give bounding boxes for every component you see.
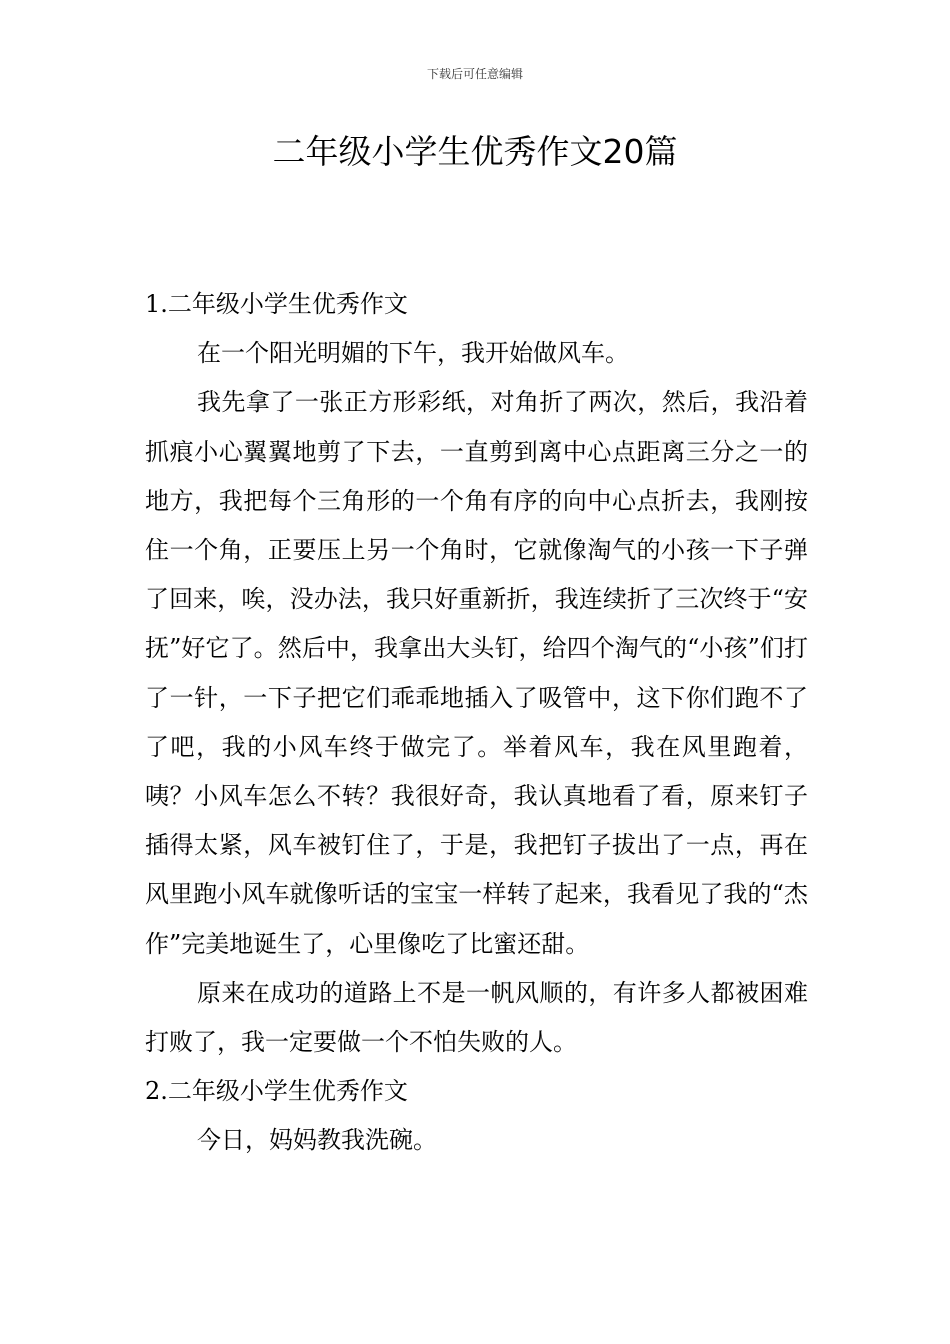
page-header-note: 下载后可任意编辑	[426, 67, 523, 81]
section-2-paragraph-1: 今日，妈妈教我洗碗。	[197, 1126, 437, 1155]
section-heading-1: 1.二年级小学生优秀作文	[145, 290, 408, 318]
section-1-paragraph-3: 原来在成功的道路上不是一帆风顺的，有许多人都被困难打败了，我一定要做一个不怕失败的人。	[145, 978, 808, 1057]
section-heading-2: 2.二年级小学生优秀作文	[145, 1077, 408, 1106]
document-title: 二年级小学生优秀作文20篇	[272, 132, 678, 171]
section-1-paragraph-1: 在一个阳光明媚的下午，我开始做风车。	[197, 339, 629, 368]
section-1-paragraph-2: 我先拿了一张正方形彩纸，对角折了两次，然后，我沿着抓痕小心翼翼地剪了下去，一直剪到离中心点距离三分之一的地方，我把每个三角形的一个角有序的向中心点折去，我刚按住一个角，正要压上另一个角时，它就像淘气的小孩一下子弹了回来，唉，没办法，我只好重新折，我连续折了三次终于“安抚”好它了。然后中，我拿出大头钉，给四个淘气的“小孩”们打了一针，一下子把它们乖乖地插入了吸管中，这下你们跑不了了吧，我的小风车终于做完了。举着风车，我在风里跑着，咦？小风车怎么不转？我很好奇，我认真地看了看，原来钉子插得太紧，风车被钉住了，于是，我把钉子拔出了一点，再在风里跑小风车就像听话的宝宝一样转了起来，我看见了我的“杰作”完美地诞生了，心里像吃了比蜜还甜。	[145, 388, 808, 958]
document-body	[145, 280, 808, 1166]
